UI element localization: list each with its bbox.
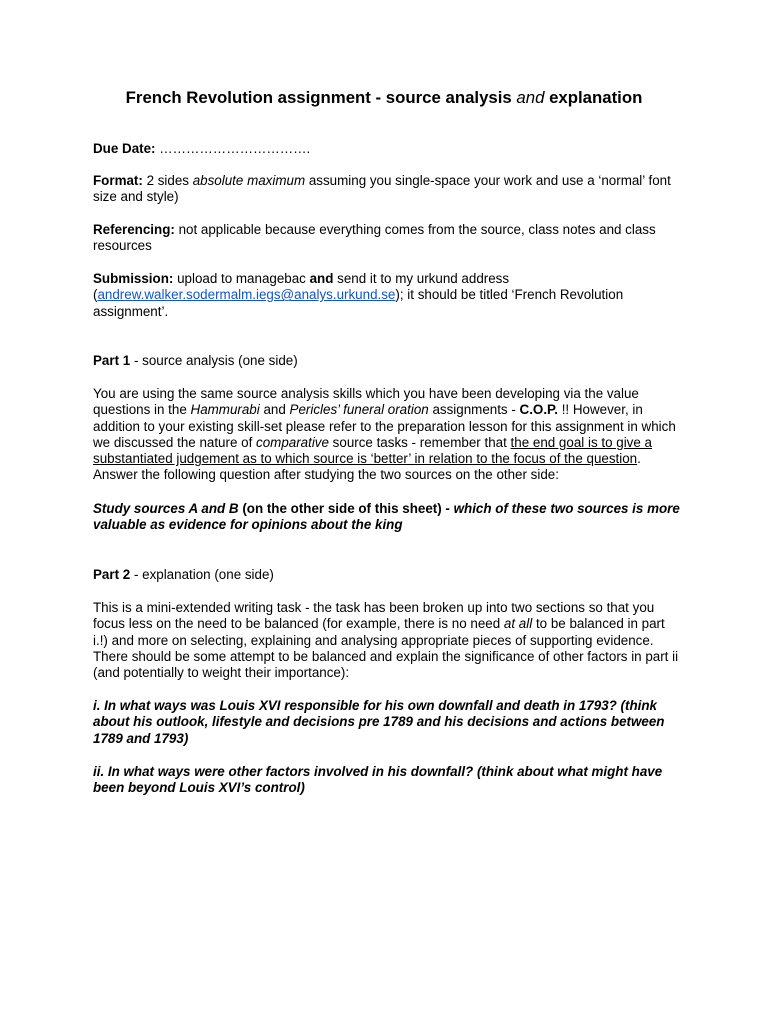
referencing-paragraph: Referencing: not applicable because everything comes from the source, class notes and class resources — [93, 222, 656, 254]
underlined-goal: the end goal is to give a substantiated judgement as to which source is ‘better’ in relation to the focus of the question — [93, 434, 652, 467]
email-link[interactable]: andrew.walker.sodermalm.iegs@analys.urkund.se — [97, 287, 396, 303]
submission-paragraph: Submission: upload to managebac and send it to my urkund address (andrew.walker.sodermalm.iegs@analys.urkund.se); it should be titled ‘French Revolution assignment’. — [93, 271, 624, 319]
title-emphasis: and — [516, 88, 545, 107]
referencing-label: Referencing: — [93, 222, 175, 237]
due-date-value: ……………………………. — [155, 141, 311, 156]
part2-question-ii: ii. In what ways were other factors involved in his downfall? (think about what might have been beyond Louis XVI’s control) — [93, 764, 663, 796]
part2-heading: Part 2 - explanation (one side) — [93, 567, 274, 582]
format-label: Format: — [93, 173, 143, 188]
part1-paragraph: You are using the same source analysis skills which you have been developing via the value questions in the Hammurabi and Pericles’ funeral oration assignments - C.O.P. !! However, in addition to your existing skill-set please refer to the preparation lesson for this assignment in which we discussed the nature of comparative source tasks - remember that the end goal is to give a substantiated judgement as to which source is ‘better’ in relation to the focus of the question. Answer the following question after studying the two sources on the other side: — [93, 386, 676, 483]
page-title: French Revolution assignment - source analysis and explanation — [125, 88, 643, 107]
due-date-line — [93, 141, 683, 157]
due-date-label: Due Date: — [93, 141, 156, 156]
part1-question: Study sources A and B (on the other side of this sheet) - which of these two sources is more valuable as evidence for opinions about the king — [93, 501, 680, 533]
submission-label: Submission: — [93, 271, 174, 286]
part2-paragraph: This is a mini-extended writing task - the task has been broken up into two sections so that you focus less on the need to be balanced (for example, there is no need at all to be balanced in part i.!) and more on selecting, explaining and analysing appropriate pieces of supporting evidence. There should be some attempt to be balanced and explain the significance of other factors in part ii (and potentially to weight their importance): — [93, 600, 679, 681]
format-paragraph: Format: 2 sides absolute maximum assuming you single-space your work and use a ‘normal’ font size and style) — [93, 173, 671, 205]
part1-heading: Part 1 - source analysis (one side) — [93, 353, 298, 368]
part2-question-i: i. In what ways was Louis XVI responsible for his own downfall and death in 1793? (think about his outlook, lifestyle and decisions pre 1789 and his decisions and actions between 1789 and 1793) — [93, 698, 665, 746]
